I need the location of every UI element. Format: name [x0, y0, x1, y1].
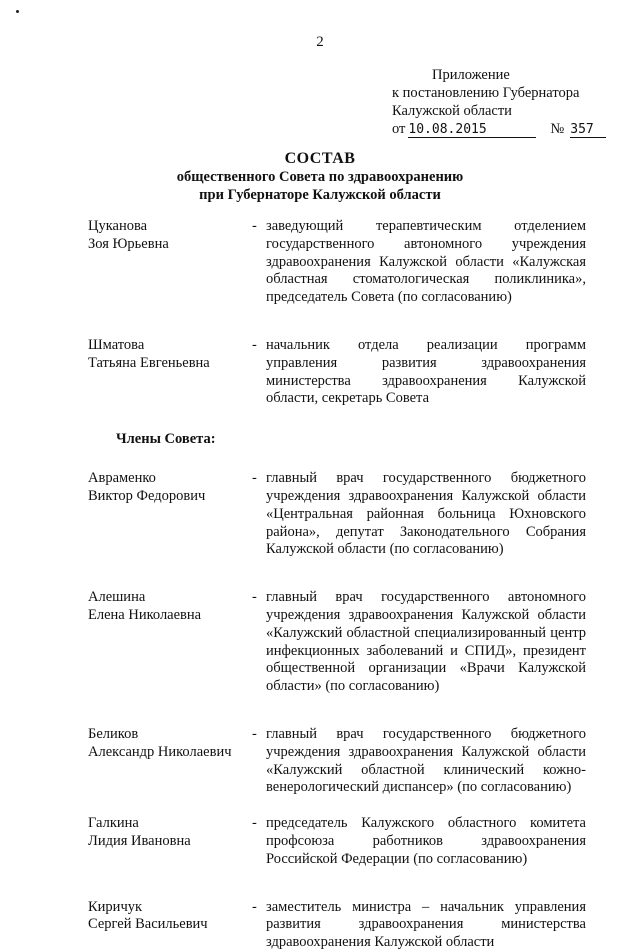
- person-given-name: Сергей Васильевич: [88, 916, 208, 933]
- title-line-2: общественного Совета по здравоохранению: [176, 169, 464, 185]
- person-surname: Шматова: [88, 336, 145, 353]
- person-name: [88, 726, 252, 797]
- council-roster: [88, 218, 588, 952]
- dash-separator: -: [252, 898, 257, 915]
- roster-entry-member: [88, 470, 588, 559]
- person-role: заведующий терапевтическим отделением государственного автономного учреждения здравоохранения Калужской области «Калужская областная стоматологическая поликлиника», председатель Совета (по согласованию): [266, 218, 586, 306]
- roster-entry-member: [88, 726, 588, 797]
- page-number: 2: [316, 34, 324, 50]
- person-given-name: Елена Николаевна: [88, 606, 202, 623]
- number-label: №: [550, 121, 565, 137]
- person-role: главный врач государственного бюджетного учреждения здравоохранения Калужской области «Центральная районная больница Юхновского района», депутат Законодательного Собрания Калужской области (по согласованию): [266, 470, 586, 558]
- title-line-3: при Губернаторе Калужской области: [199, 187, 441, 203]
- person-given-name: Зоя Юрьевна: [88, 235, 169, 252]
- person-surname: Авраменко: [88, 470, 156, 487]
- appendix-dateline: [392, 120, 632, 138]
- appendix-region: Калужской области: [392, 103, 512, 119]
- person-role: председатель Калужского областного комитета профсоюза работников здравоохранения Российской Федерации (по согласованию): [266, 815, 586, 867]
- roster-entry-member: [88, 815, 588, 868]
- person-name: [88, 589, 252, 696]
- person-name: [88, 470, 252, 559]
- title-line-1: СОСТАВ: [284, 150, 356, 167]
- person-role: главный врач государственного автономного учреждения здравоохранения Калужской области «Калужский областной специализированный центр инфекционных заболеваний и СПИД», президент общественной организации «Врачи Калужской области» (по согласованию): [266, 589, 586, 695]
- person-name: [88, 899, 252, 952]
- members-heading: Члены Совета:: [116, 431, 216, 448]
- dash-separator: -: [252, 589, 257, 606]
- dash-separator: -: [252, 725, 257, 742]
- person-name: [88, 337, 252, 408]
- from-label: от: [392, 121, 406, 137]
- person-given-name: Лидия Ивановна: [88, 832, 191, 849]
- appendix-decree-reference: к постановлению Губернатора: [392, 85, 580, 101]
- decree-number: 357: [570, 122, 606, 138]
- decree-date: 10.08.2015: [408, 122, 536, 138]
- dash-separator: -: [252, 218, 257, 234]
- person-surname: Беликов: [88, 725, 139, 742]
- document-title: [0, 150, 640, 204]
- roster-entry-member: [88, 589, 588, 696]
- dash-separator: -: [252, 470, 257, 487]
- scan-dot-mark: [16, 10, 19, 13]
- person-surname: Цуканова: [88, 218, 148, 234]
- person-surname: Киричук: [88, 898, 143, 915]
- dash-separator: -: [252, 336, 257, 353]
- person-name: [88, 815, 252, 868]
- person-role: начальник отдела реализации программ управления развития здравоохранения министерства здравоохранения Калужской области, секретарь Совета: [266, 336, 586, 407]
- person-role: главный врач государственного бюджетного учреждения здравоохранения Калужской области «Калужский областной клинический кожно-венерологический диспансер» (по согласованию): [266, 725, 586, 796]
- person-surname: Алешина: [88, 589, 146, 606]
- person-given-name: Виктор Федорович: [88, 487, 206, 504]
- appendix-header: [392, 66, 632, 138]
- roster-entry-member: [88, 899, 588, 952]
- dash-separator: -: [252, 815, 257, 832]
- person-given-name: Татьяна Евгеньевна: [88, 354, 210, 371]
- person-given-name: Александр Николаевич: [88, 743, 232, 760]
- person-surname: Галкина: [88, 815, 139, 832]
- appendix-label: Приложение: [432, 67, 510, 83]
- person-role: заместитель министра – начальник управления развития здравоохранения министерства здравоохранения Калужской области: [266, 898, 586, 951]
- roster-entry-secretary: [88, 337, 588, 408]
- roster-entry-chair: [88, 218, 588, 307]
- person-name: [88, 218, 252, 307]
